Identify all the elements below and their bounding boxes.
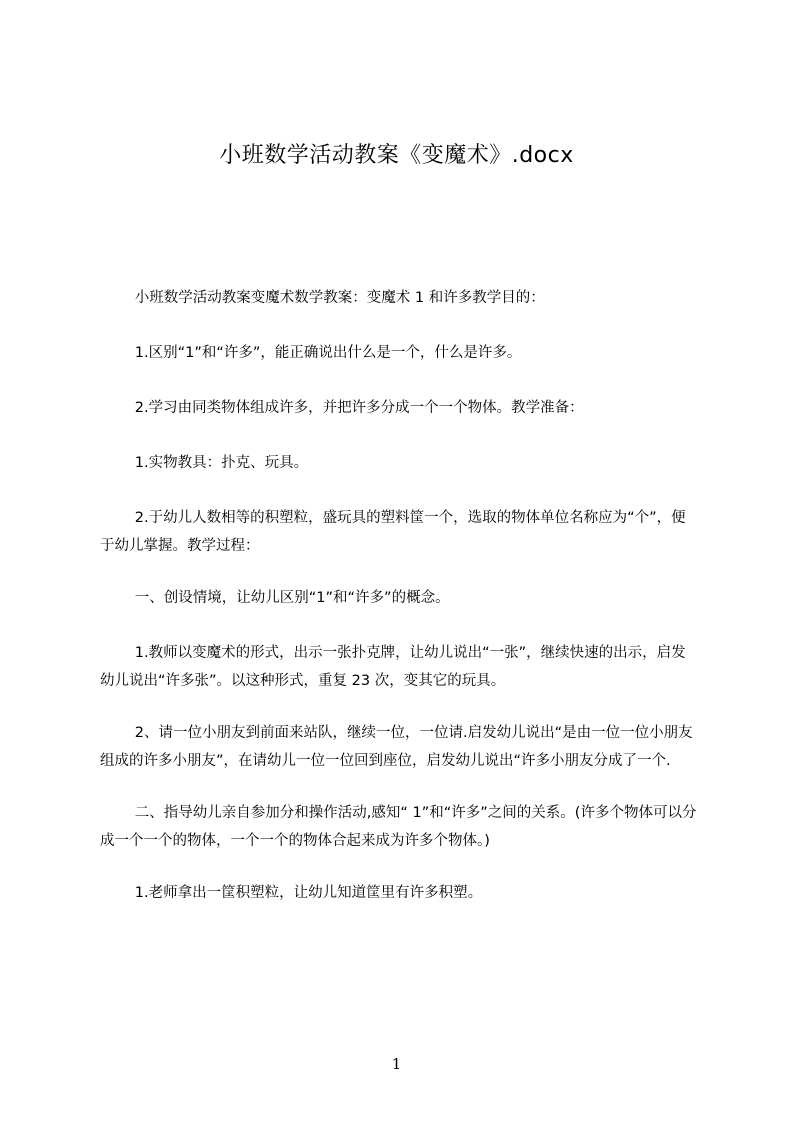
paragraph: 1.实物教具：扑克、玩具。 xyxy=(134,455,309,471)
paragraph: 1.区别“1”和“许多”，能正确说出什么是一个，什么是许多。 xyxy=(134,345,522,361)
paragraph: 1.教师以变魔术的形式，出示一张扑克牌，让幼儿说出“一张”，继续快速的出示，启发幼儿说出“许多张”。以这种形式，重复 23 次，变其它的玩具。 xyxy=(100,645,686,689)
paragraph: 2.学习由同类物体组成许多，并把许多分成一个一个物体。教学准备： xyxy=(134,400,584,416)
paragraph: 1.老师拿出一筐积塑粒，让幼儿知道筐里有许多积塑。 xyxy=(134,885,483,901)
paragraph: 2、请一位小朋友到前面来站队，继续一位，一位请.启发幼儿说出“是由一位一位小朋友组成的许多小朋友”，在请幼儿一位一位回到座位，启发幼儿说出“许多小朋友分成了一个. xyxy=(100,725,693,769)
document-body xyxy=(100,284,700,934)
page-number: 1 xyxy=(391,1055,402,1073)
paragraph: 一、创设情境，让幼儿区别“1”和“许多”的概念。 xyxy=(134,590,450,606)
paragraph: 2.于幼儿人数相等的积塑粒，盛玩具的塑料筐一个，选取的物体单位名称应为“个”，便于幼儿掌握。教学过程： xyxy=(100,510,686,554)
paragraph: 二、指导幼儿亲自参加分和操作活动,感知“ 1”和“许多”之间的关系。(许多个物体可以分成一个一个的物体，一个一个的物体合起来成为许多个物体。) xyxy=(100,805,697,849)
document-title: 小班数学活动教案《变魔术》.docx xyxy=(219,143,574,168)
paragraph: 小班数学活动教案变魔术数学教案：变魔术 1 和许多教学目的： xyxy=(134,290,545,306)
